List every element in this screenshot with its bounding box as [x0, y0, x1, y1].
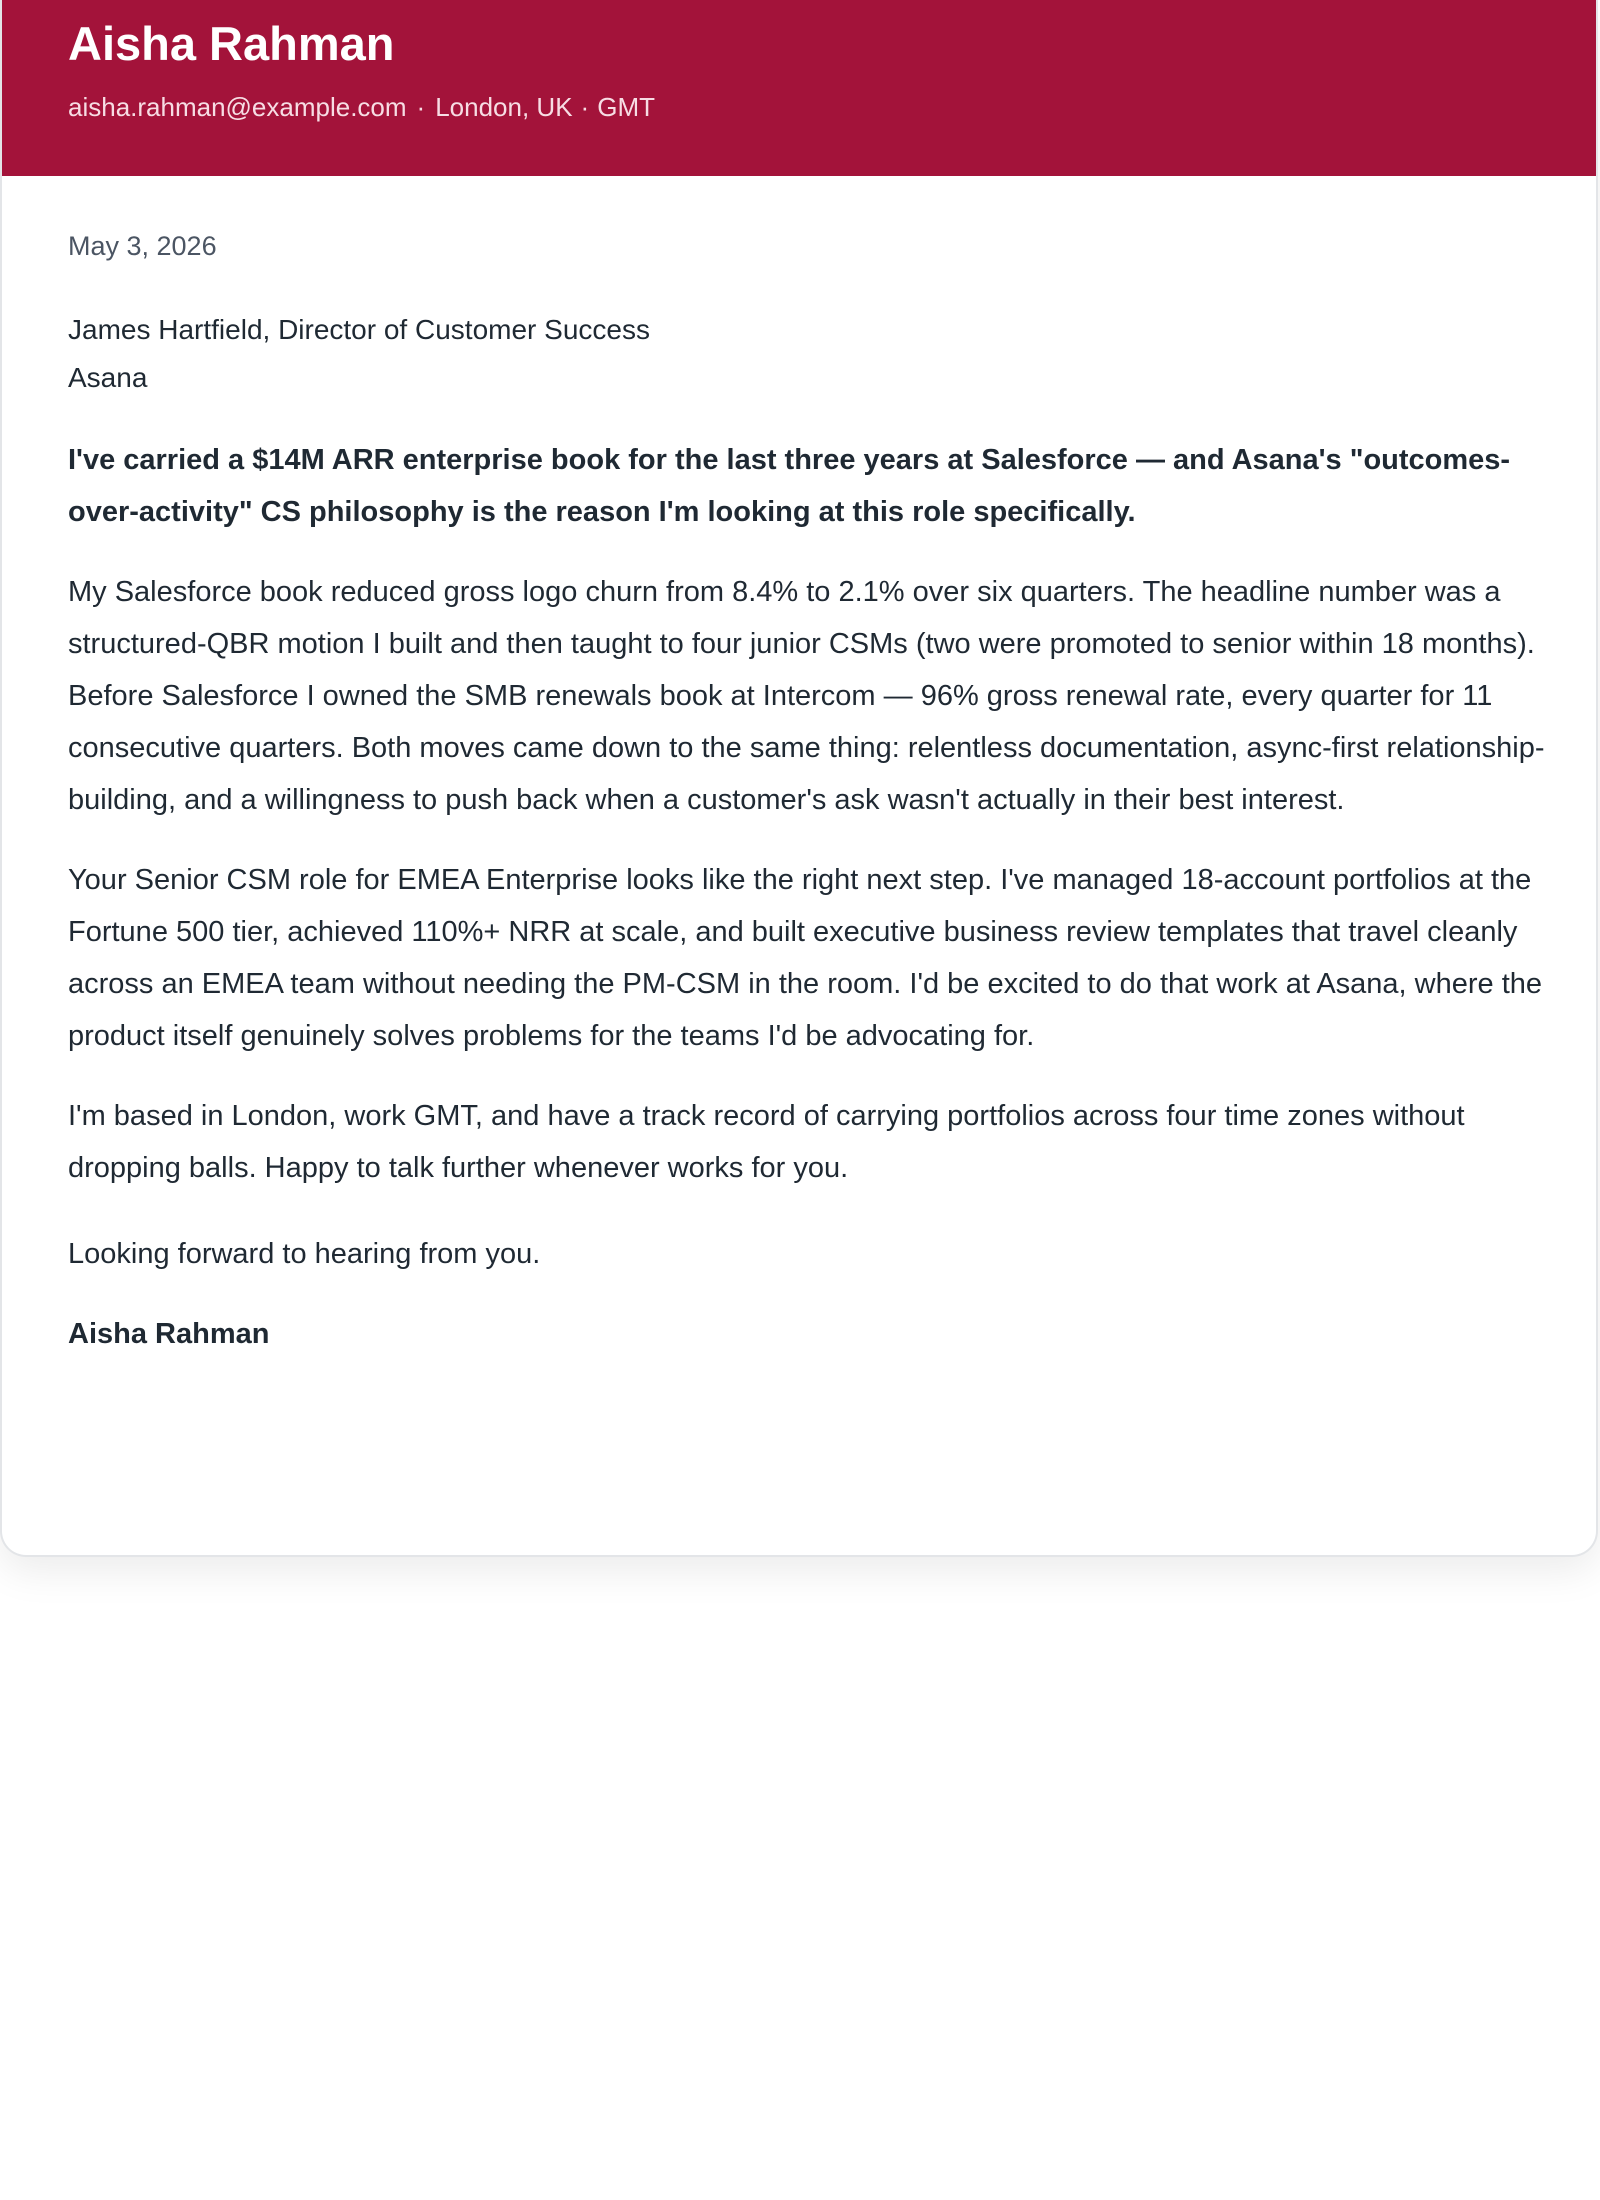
signature: Aisha Rahman — [68, 1318, 270, 1350]
separator-dot: · — [580, 92, 590, 122]
body-paragraph: My Salesforce book reduced gross logo churn from 8.4% to 2.1% over six quarters. The headline number was a structured-QBR motion I built and then taught to four junior CSMs (two were promoted to senior within 18 months). Before Salesforce I owned the SMB renewals book at Intercom — 96% gross renewal rate, every quarter for 11 consecutive quarters. Both moves came down to the same thing: relentless documentation, async-first relationship-building, and a willingness to push back when a customer's ask wasn't actually in their best interest. — [68, 576, 1545, 816]
body-paragraph: I'm based in London, work GMT, and have a track record of carrying portfolios across four time zones without dropping balls. Happy to talk further whenever works for you. — [68, 1100, 1465, 1184]
applicant-name: Aisha Rahman — [68, 17, 395, 70]
contact-line — [68, 90, 655, 124]
letter-body — [68, 226, 1548, 1360]
recipient-company: Asana — [68, 362, 148, 393]
letter-header — [2, 0, 1598, 176]
location: London, UK — [435, 92, 573, 122]
separator: · — [416, 92, 426, 122]
timezone: GMT — [597, 92, 655, 122]
closing-line: Looking forward to hearing from you. — [68, 1238, 541, 1270]
letter-date: May 3, 2026 — [68, 231, 217, 261]
recipient-block — [68, 306, 1548, 402]
lead-paragraph: I've carried a $14M ARR enterprise book for the last three years at Salesforce — and Asana's "outcomes-over-activity" CS philosophy is the reason I'm looking at this role specifically. — [68, 444, 1511, 528]
body-paragraph: Your Senior CSM role for EMEA Enterprise looks like the right next step. I've managed 18-account portfolios at the Fortune 500 tier, achieved 110%+ NRR at scale, and built executive business review templates that travel cleanly across an EMEA team without needing the PM-CSM in the room. I'd be excited to do that work at Asana, where the product itself genuinely solves problems for the teams I'd be advocating for. — [68, 864, 1543, 1052]
recipient-name-title: James Hartfield, Director of Customer Success — [68, 314, 650, 345]
email-address: aisha.rahman@example.com — [68, 92, 407, 122]
